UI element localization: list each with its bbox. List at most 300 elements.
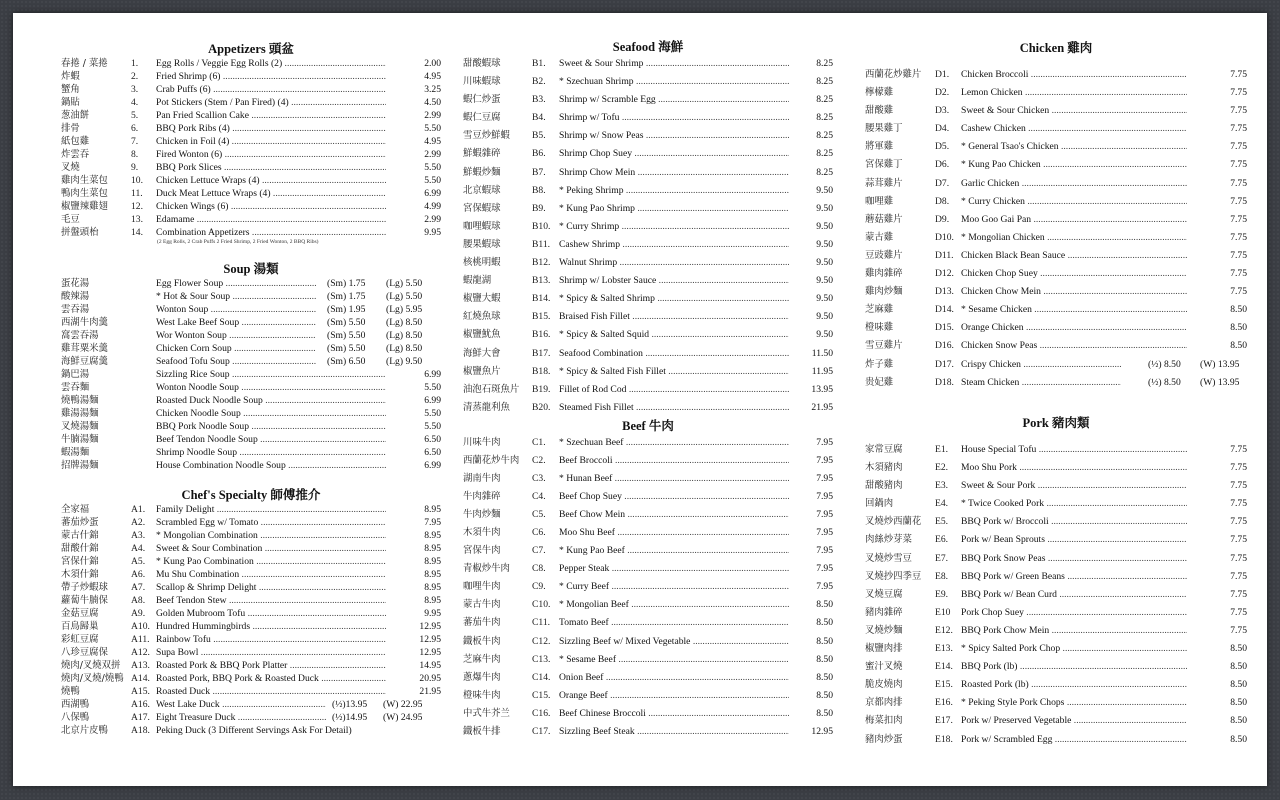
item-price: 9.95 <box>424 608 441 619</box>
item-name: Braised Fish Fillet ..... <box>559 308 789 326</box>
item-price: 8.95 <box>424 569 441 580</box>
item-chinese-name: 燒鴨 <box>61 686 80 697</box>
item-price: 7.75 <box>1230 213 1247 225</box>
item-chinese-name: 雞茸粟米羹 <box>61 343 108 354</box>
menu-item-row <box>865 495 1247 513</box>
item-name: * Kung Pao Combination ..... <box>156 555 386 568</box>
item-name: Beef Chow Mein ..... <box>559 506 789 524</box>
item-price: 7.75 <box>1230 159 1247 171</box>
item-price-whole: (W) 22.95 <box>383 699 423 710</box>
chicken-title: Chicken 雞肉 <box>1019 41 1093 55</box>
menu-item-row <box>463 91 833 109</box>
item-name: Rainbow Tofu ..... <box>156 633 386 646</box>
menu-item-row <box>865 356 1247 374</box>
item-price: 8.50 <box>816 617 833 629</box>
menu-item-row <box>61 355 441 368</box>
item-name: Chicken Broccoli ..... <box>961 66 1187 84</box>
item-price: 8.25 <box>816 112 833 124</box>
item-chinese-name: 甜酸蝦球 <box>463 58 501 69</box>
item-chinese-name: 咖哩蝦球 <box>463 220 501 232</box>
item-chinese-name: 家常豆腐 <box>865 444 903 455</box>
item-number: B8. <box>532 184 546 196</box>
menu-item-row <box>61 594 441 607</box>
item-name: Steamed Fish Fillet ..... <box>559 399 789 417</box>
item-number: C15. <box>532 689 551 701</box>
item-name: Roasted Duck ..... <box>156 685 386 698</box>
menu-item-row <box>61 672 441 685</box>
menu-item-row <box>463 399 833 417</box>
seafood-list <box>463 55 833 417</box>
menu-item-row <box>61 420 441 433</box>
item-number: 13. <box>131 214 143 225</box>
item-price: 20.95 <box>419 673 441 684</box>
item-name: Crab Puffs (6) ..... <box>156 83 386 96</box>
item-number: D2. <box>935 87 950 99</box>
item-price: 7.95 <box>816 437 833 448</box>
item-price: 7.95 <box>816 491 833 503</box>
item-name: BBQ Pork Noodle Soup ..... <box>156 420 386 433</box>
menu-item-row <box>865 175 1247 193</box>
item-price: 8.25 <box>816 130 833 142</box>
item-name: Sweet & Sour Chicken ..... <box>961 102 1187 120</box>
item-number: 7. <box>131 136 139 147</box>
appetizers-title: Appetizers 頭盆 <box>208 42 294 56</box>
item-name: Roasted Pork & BBQ Pork Platter ..... <box>156 659 386 672</box>
item-name: Sweet & Sour Pork ..... <box>961 477 1187 495</box>
item-number: E17. <box>935 715 953 727</box>
item-name: Wonton Soup ..... <box>156 303 316 316</box>
item-name: Lemon Chicken ..... <box>961 84 1187 102</box>
item-price-large: (Lg) 8.50 <box>386 343 423 354</box>
item-chinese-name: 拼盤頭枱 <box>61 227 99 238</box>
item-price: 21.95 <box>811 401 833 413</box>
item-price: 8.50 <box>1230 697 1247 709</box>
item-number: B1. <box>532 58 546 69</box>
item-number: 9. <box>131 162 139 173</box>
item-name: Cashew Chicken ..... <box>961 120 1187 138</box>
item-name: BBQ Pork w/ Green Beans ..... <box>961 568 1187 586</box>
item-name: Family Delight ..... <box>156 503 386 516</box>
item-name: Sweet & Sour Combination ..... <box>156 542 386 555</box>
item-name: * Sesame Chicken ..... <box>961 301 1187 319</box>
item-number: C3. <box>532 473 546 485</box>
menu-item-row <box>463 524 833 542</box>
item-name: Walnut Shrimp ..... <box>559 254 789 272</box>
item-number: A7. <box>131 582 146 593</box>
menu-item-row <box>463 578 833 596</box>
item-name: Chicken Corn Soup ..... <box>156 342 316 355</box>
item-chinese-name: 雪豆雞片 <box>865 340 903 352</box>
menu-item-row <box>463 145 833 163</box>
item-price: 7.75 <box>1230 105 1247 117</box>
item-number: 6. <box>131 123 139 134</box>
item-chinese-name: 木須牛肉 <box>463 527 501 539</box>
item-number: A1. <box>131 504 146 515</box>
item-chinese-name: 炸蝦 <box>61 71 80 82</box>
item-chinese-name: 湖南牛肉 <box>463 473 501 485</box>
item-number: E6. <box>935 534 949 546</box>
menu-item-row <box>463 363 833 381</box>
menu-item-row <box>463 345 833 363</box>
item-number: C1. <box>532 437 546 448</box>
item-price: 4.50 <box>424 97 441 108</box>
pork-section <box>865 415 1247 749</box>
item-price: 8.50 <box>1230 733 1247 745</box>
item-chinese-name: 叉燒抄四季豆 <box>865 570 922 582</box>
item-name: * Peking Shrimp ..... <box>559 182 789 200</box>
item-chinese-name: 蝦仁炒蛋 <box>463 94 501 106</box>
item-chinese-name: 紙包雞 <box>61 136 90 147</box>
item-price-small: (Sm) 1.95 <box>327 304 366 315</box>
item-price: 7.75 <box>1230 534 1247 546</box>
item-name: * Spicy & Salted Shrimp ..... <box>559 290 789 308</box>
item-price: 8.50 <box>1230 661 1247 673</box>
item-name: Crispy Chicken ..... <box>961 356 1121 374</box>
beef-list <box>463 434 833 741</box>
menu-item-row <box>865 229 1247 247</box>
item-price: 7.75 <box>1230 286 1247 298</box>
item-name: * Spicy & Salted Squid ..... <box>559 326 789 344</box>
item-price: 2.99 <box>424 149 441 160</box>
item-name: Seafood Combination ..... <box>559 345 789 363</box>
menu-item-row <box>463 326 833 344</box>
item-number: D15. <box>935 322 954 334</box>
item-name: Pork w/ Bean Sprouts ..... <box>961 531 1187 549</box>
item-number: D13. <box>935 286 954 298</box>
menu-item-row <box>61 633 441 646</box>
item-number: E9. <box>935 588 949 600</box>
item-number: A16. <box>131 699 150 710</box>
menu-item-row <box>865 301 1247 319</box>
item-number: B3. <box>532 94 546 106</box>
item-price: 11.50 <box>811 347 833 359</box>
soup-title: Soup 湯類 <box>223 262 279 276</box>
menu-item-row <box>61 407 441 420</box>
item-name: Duck Meat Lettuce Wraps (4) ..... <box>156 187 386 200</box>
item-chinese-name: 梅菜扣肉 <box>865 715 903 727</box>
menu-item-row <box>865 694 1247 712</box>
item-price: 9.50 <box>816 202 833 214</box>
menu-item-row <box>463 452 833 470</box>
item-name: Chicken Wings (6) ..... <box>156 200 386 213</box>
item-name: BBQ Pork w/ Broccoli ..... <box>961 513 1187 531</box>
item-number: B16. <box>532 329 551 341</box>
item-price: 7.75 <box>1230 552 1247 564</box>
item-price: 7.95 <box>816 473 833 485</box>
item-chinese-name: 毛豆 <box>61 214 80 225</box>
item-chinese-name: 豬肉炒蛋 <box>865 733 903 745</box>
item-name: * Mongolian Combination ..... <box>156 529 386 542</box>
item-number: C16. <box>532 707 551 719</box>
menu-item-row <box>463 614 833 632</box>
item-chinese-name: 椒鹽辣雞翅 <box>61 201 108 212</box>
item-number: A14. <box>131 673 150 684</box>
item-chinese-name: 西湖鴨 <box>61 699 90 710</box>
item-chinese-name: 蒙古什錦 <box>61 530 99 541</box>
item-chinese-name: 鍋貼 <box>61 97 80 108</box>
menu-item-row <box>463 669 833 687</box>
item-price: 8.50 <box>816 707 833 719</box>
item-price-large: (Lg) 5.95 <box>386 304 423 315</box>
item-number: C13. <box>532 653 551 665</box>
item-chinese-name: 蛋花湯 <box>61 278 90 289</box>
item-number: D8. <box>935 195 950 207</box>
item-number: A13. <box>131 660 150 671</box>
item-chinese-name: 豆豉雞片 <box>865 249 903 261</box>
item-name: Golden Mubroom Tofu ..... <box>156 607 386 620</box>
item-price: 7.95 <box>816 527 833 539</box>
item-chinese-name: 蒜茸雞片 <box>865 177 903 189</box>
item-price: 2.99 <box>424 214 441 225</box>
item-chinese-name: 將軍雞 <box>865 141 894 153</box>
menu-item-row <box>865 120 1247 138</box>
item-number: C4. <box>532 491 546 503</box>
item-name: Beef Chop Suey ..... <box>559 488 789 506</box>
menu-item-row <box>865 531 1247 549</box>
item-price-small: (Sm) 1.75 <box>327 291 366 302</box>
item-price: 3.25 <box>424 84 441 95</box>
item-name: BBQ Pork Snow Peas ..... <box>961 550 1187 568</box>
menu-item-row <box>865 374 1247 392</box>
seafood-title: Seafood 海鮮 <box>612 40 684 54</box>
item-price: 8.50 <box>816 599 833 611</box>
item-name: Wonton Noodle Soup ..... <box>156 381 386 394</box>
menu-item-row <box>463 254 833 272</box>
item-price: 8.95 <box>424 595 441 606</box>
item-chinese-name: 八珍豆腐保 <box>61 647 108 658</box>
item-number: A8. <box>131 595 146 606</box>
item-price-small: (Sm) 1.75 <box>327 278 366 289</box>
item-chinese-name: 椒鹽魚片 <box>463 365 501 377</box>
item-number: B14. <box>532 293 551 305</box>
item-chinese-name: 蕃茄牛肉 <box>463 617 501 629</box>
menu-item-row <box>61 213 441 226</box>
item-price: 7.95 <box>816 563 833 575</box>
item-price: 9.50 <box>816 184 833 196</box>
item-chinese-name: 中式牛芥兰 <box>463 707 510 719</box>
menu-item-row <box>865 193 1247 211</box>
menu-item-row <box>61 659 441 672</box>
item-name: Shrimp Chop Suey ..... <box>559 145 789 163</box>
item-chinese-name: 叉燒湯麵 <box>61 421 99 432</box>
item-name: Supa Bowl ..... <box>156 646 386 659</box>
item-name: Shrimp w/ Lobster Sauce ..... <box>559 272 789 290</box>
item-price: 8.25 <box>816 58 833 69</box>
item-name: Egg Flower Soup ..... <box>156 277 316 290</box>
item-price: 2.00 <box>424 58 441 69</box>
item-name: Edamame ..... <box>156 213 386 226</box>
item-number: A4. <box>131 543 146 554</box>
menu-item-row <box>865 568 1247 586</box>
menu-item-row <box>463 272 833 290</box>
item-price: 9.50 <box>816 311 833 323</box>
item-name: * Curry Shrimp ..... <box>559 218 789 236</box>
item-number: B15. <box>532 311 551 323</box>
item-number: B2. <box>532 76 546 88</box>
item-name: * Spicy Salted Pork Chop ..... <box>961 640 1187 658</box>
item-name: * Hot & Sour Soup ..... <box>156 290 316 303</box>
item-chinese-name: 叉燒 <box>61 162 80 173</box>
item-chinese-name: 回鍋肉 <box>865 498 894 510</box>
menu-item-row <box>463 308 833 326</box>
menu-item-row <box>865 247 1247 265</box>
item-chinese-name: 北京片皮鴨 <box>61 725 108 736</box>
item-price: 8.50 <box>1230 715 1247 727</box>
pork-title: Pork 豬肉類 <box>1022 416 1090 430</box>
item-number: 14. <box>131 227 143 238</box>
item-price: 7.75 <box>1230 606 1247 618</box>
item-number: C6. <box>532 527 546 539</box>
item-chinese-name: 豬肉雜碎 <box>865 606 903 618</box>
menu-item-row <box>463 542 833 560</box>
item-price: 8.95 <box>424 582 441 593</box>
item-price-half: (½)13.95 <box>332 699 368 710</box>
beef-section <box>463 418 833 741</box>
item-price: 6.99 <box>424 369 441 380</box>
menu-page <box>13 13 1267 786</box>
combination-note: (2 Egg Rolls, 2 Crab Puffs 2 Fried Shrimp, 2 Fried Wonton, 2 BBQ Ribs) <box>157 239 319 245</box>
menu-item-row <box>61 698 441 711</box>
item-price: 7.95 <box>816 581 833 593</box>
item-name: BBQ Pork (lb) ..... <box>961 658 1187 676</box>
item-chinese-name: 芝麻牛肉 <box>463 653 501 665</box>
menu-item-row <box>865 586 1247 604</box>
item-price-small: (Sm) 5.50 <box>327 330 366 341</box>
item-number: E7. <box>935 552 949 564</box>
menu-item-row <box>61 122 441 135</box>
menu-item-row <box>865 513 1247 531</box>
item-chinese-name: 叉燒炒雪豆 <box>865 552 912 564</box>
item-chinese-name: 宮保什錦 <box>61 556 99 567</box>
item-number: B5. <box>532 130 546 142</box>
item-number: C5. <box>532 509 546 521</box>
item-name: Shrimp w/ Scramble Egg ..... <box>559 91 789 109</box>
menu-item-row <box>463 705 833 723</box>
item-name: Beef Tendon Noodle Soup ..... <box>156 433 386 446</box>
menu-item-row <box>463 200 833 218</box>
item-name: BBQ Pork Chow Mein ..... <box>961 622 1187 640</box>
item-chinese-name: 木須什錦 <box>61 569 99 580</box>
item-price: 7.95 <box>424 517 441 528</box>
item-chinese-name: 牛肉雜碎 <box>463 491 501 503</box>
item-chinese-name: 甜酸豬肉 <box>865 480 903 492</box>
menu-item-row <box>61 368 441 381</box>
item-name: * Szechuan Shrimp ..... <box>559 73 789 91</box>
item-name: * Szechuan Beef ..... <box>559 434 789 452</box>
item-number: E4. <box>935 498 949 510</box>
menu-item-row <box>463 164 833 182</box>
item-name: * General Tsao's Chicken ..... <box>961 138 1187 156</box>
menu-item-row <box>865 156 1247 174</box>
item-chinese-name: 雞肉生菜包 <box>61 175 108 186</box>
item-chinese-name: 蔥爆牛肉 <box>463 671 501 683</box>
item-number: 5. <box>131 110 139 121</box>
item-name: Seafood Tofu Soup ..... <box>156 355 316 368</box>
item-number: A5. <box>131 556 146 567</box>
menu-item-row <box>865 211 1247 229</box>
item-number: E14. <box>935 661 953 673</box>
item-name: Egg Rolls / Veggie Egg Rolls (2) ..... <box>156 57 386 70</box>
item-price: 7.75 <box>1230 177 1247 189</box>
item-number: A15. <box>131 686 150 697</box>
item-chinese-name: 彩虹豆腐 <box>61 634 99 645</box>
item-number: E1. <box>935 444 949 455</box>
item-price: 4.95 <box>424 71 441 82</box>
item-name: Roasted Pork (lb) ..... <box>961 676 1187 694</box>
item-name: Pork Chop Suey ..... <box>961 604 1187 622</box>
item-name: Combination Appetizers ..... <box>156 226 386 239</box>
item-chinese-name: 鐵板牛排 <box>463 725 501 737</box>
item-chinese-name: 燒肉/叉燒/燒鴨 <box>61 673 124 684</box>
menu-item-row <box>865 640 1247 658</box>
item-number: A18. <box>131 725 150 736</box>
menu-item-row <box>61 646 441 659</box>
item-name: House Combination Noodle Soup ..... <box>156 459 386 472</box>
item-chinese-name: 川味牛肉 <box>463 437 501 448</box>
menu-item-row <box>865 731 1247 749</box>
item-price: 7.75 <box>1230 123 1247 135</box>
menu-item-row <box>61 57 441 70</box>
item-chinese-name: 紅燒魚球 <box>463 311 501 323</box>
item-chinese-name: 宮保牛肉 <box>463 545 501 557</box>
item-name: Sizzling Beef Steak ..... <box>559 723 789 741</box>
item-chinese-name: 椒鹽魷魚 <box>463 329 501 341</box>
item-name: Scallop & Shrimp Delight ..... <box>156 581 386 594</box>
item-price: 7.75 <box>1230 195 1247 207</box>
item-chinese-name: 排骨 <box>61 123 80 134</box>
item-name: Fried Shrimp (6) ..... <box>156 70 386 83</box>
item-chinese-name: 帶子炒蝦球 <box>61 582 108 593</box>
item-price: 5.50 <box>424 421 441 432</box>
item-number: D3. <box>935 105 950 117</box>
beef-title: Beef 牛肉 <box>622 419 674 433</box>
item-number: C11. <box>532 617 551 629</box>
menu-item-row <box>463 687 833 705</box>
item-price-whole: (W) 24.95 <box>383 712 423 723</box>
item-chinese-name: 木須豬肉 <box>865 462 903 474</box>
menu-item-row <box>463 381 833 399</box>
item-name: Wor Wonton Soup ..... <box>156 329 316 342</box>
menu-item-row <box>865 477 1247 495</box>
item-name: Mu Shu Combination ..... <box>156 568 386 581</box>
item-chinese-name: 蟹角 <box>61 84 80 95</box>
item-chinese-name: 雞肉雜碎 <box>865 268 903 280</box>
item-price: 7.75 <box>1230 480 1247 492</box>
menu-item-row <box>865 66 1247 84</box>
item-chinese-name: 椒鹽大蝦 <box>463 293 501 305</box>
item-number: D1. <box>935 69 950 80</box>
item-price: 7.75 <box>1230 462 1247 474</box>
menu-item-row <box>865 676 1247 694</box>
appetizers-list <box>61 57 441 246</box>
item-name: Chicken Chop Suey ..... <box>961 265 1187 283</box>
item-chinese-name: 海鮮豆腐羹 <box>61 356 108 367</box>
item-price-small: (Sm) 5.50 <box>327 343 366 354</box>
item-price: 5.50 <box>424 408 441 419</box>
menu-item-row <box>463 127 833 145</box>
item-price: 8.50 <box>816 653 833 665</box>
item-number: E13. <box>935 643 953 655</box>
soup-section <box>61 261 441 472</box>
noodle-soup-list <box>61 368 441 472</box>
menu-item-row <box>61 83 441 96</box>
item-number: D17. <box>935 358 954 370</box>
item-name: Pepper Steak ..... <box>559 560 789 578</box>
item-price: 12.95 <box>419 621 441 632</box>
menu-item-row <box>61 685 441 698</box>
item-name: * Curry Beef ..... <box>559 578 789 596</box>
item-name: Fillet of Rod Cod ..... <box>559 381 789 399</box>
